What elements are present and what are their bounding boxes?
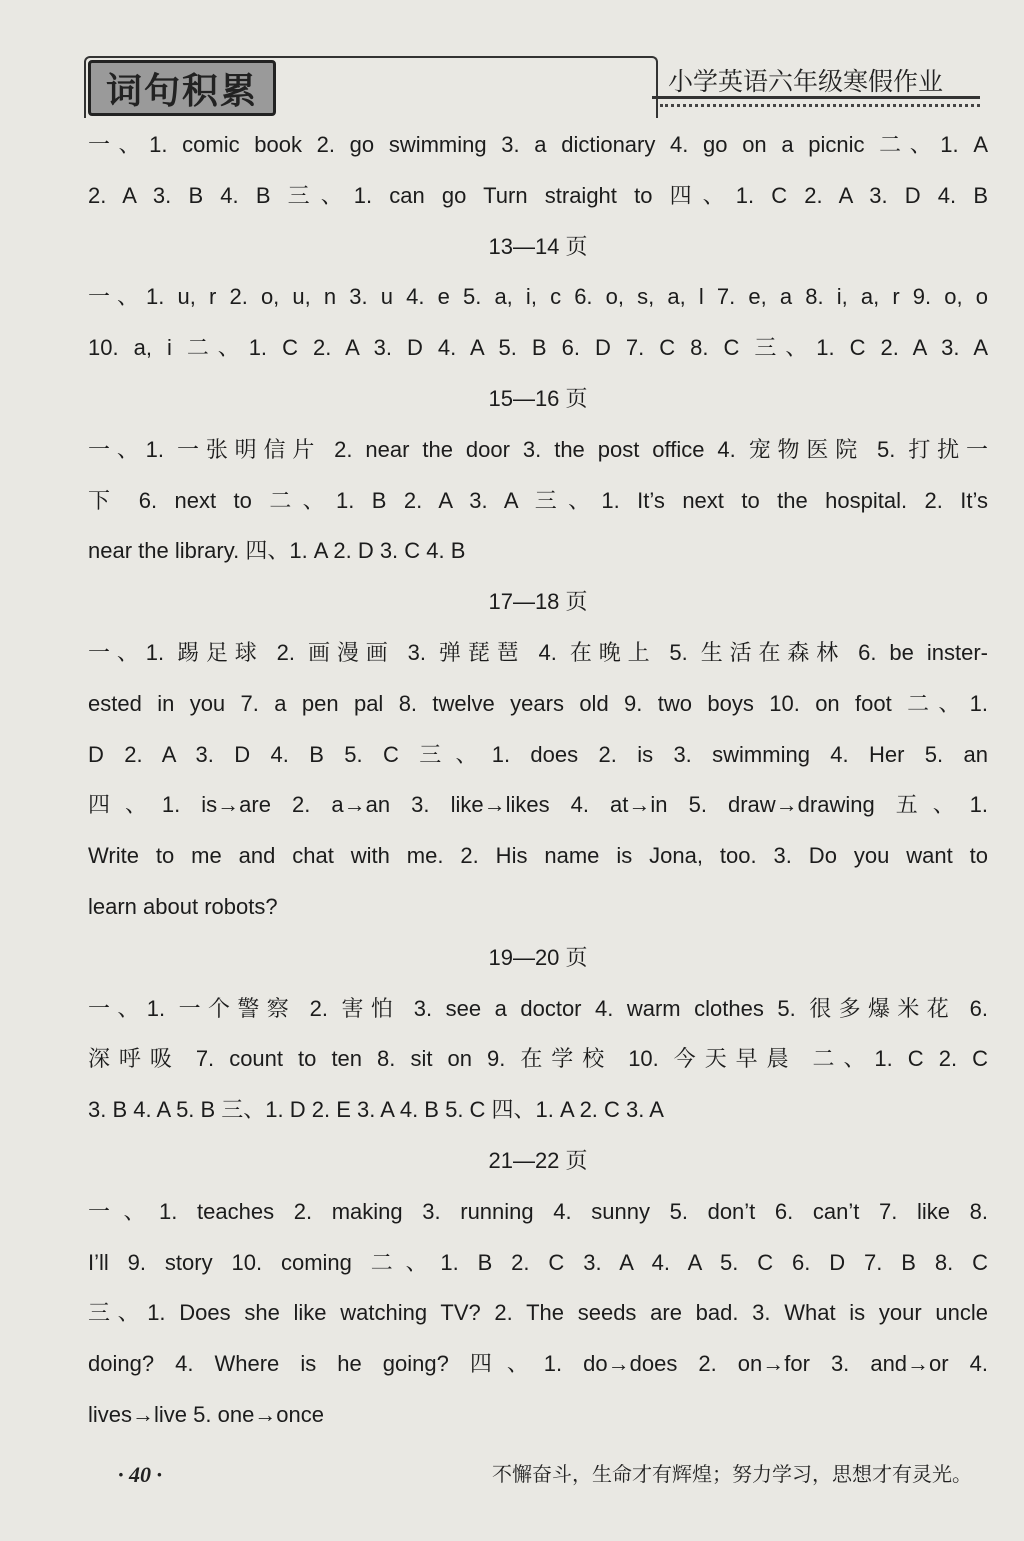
page-range-heading: 21—22 页	[488, 1147, 588, 1173]
answer-line: ested in you 7. a pen pal 8. twelve years old 9. two boys 10. on foot 二、1.	[88, 690, 988, 716]
answer-line: 深呼吸 7. count to ten 8. sit on 9. 在学校 10. 今天早晨 二、1. C 2. C	[88, 1046, 988, 1072]
section-logo	[88, 60, 276, 116]
answer-line: Write to me and chat with me. 2. His name is Jona, too. 3. Do you want to	[88, 843, 988, 869]
header-dotted-rule	[660, 104, 980, 107]
answer-line: I’ll 9. story 10. coming 二、1. B 2. C 3. A 4. A 5. C 6. D 7. B 8. C	[88, 1249, 988, 1275]
answer-line: 10. a, i 二、1. C 2. A 3. D 4. A 5. B 6. D 7. C 8. C 三、1. C 2. A 3. A	[88, 335, 988, 361]
answer-line: doing? 4. Where is he going? 四、1. do→does 2. on→for 3. and→or 4.	[88, 1351, 988, 1377]
footer-motto: 不懈奋斗，生命才有辉煌；努力学习，思想才有灵光。	[492, 1462, 972, 1486]
answer-line: 下 6. next to 二、1. B 2. A 3. A 三、1. It’s next to the hospital. 2. It’s	[88, 487, 988, 513]
header-rule	[652, 96, 980, 99]
page-range-heading: 19—20 页	[488, 944, 588, 970]
answer-line: 一、1. comic book 2. go swimming 3. a dictionary 4. go on a picnic 二、1. A	[88, 132, 988, 157]
answer-line: 三、1. Does she like watching TV? 2. The seeds are bad. 3. What is your uncle	[88, 1300, 988, 1326]
answer-line: near the library. 四、1. A 2. D 3. C 4. B	[88, 538, 466, 564]
page-number: · 40 ·	[118, 1462, 162, 1487]
answer-line: lives→live 5. one→once	[88, 1401, 325, 1427]
page-range-heading: 15—16 页	[488, 385, 588, 411]
answer-line: 一、1. 一张明信片 2. near the door 3. the post office 4. 宠物医院 5. 打扰一	[88, 436, 988, 462]
page-range-heading: 13—14 页	[488, 233, 588, 259]
answer-text-block	[88, 120, 988, 1441]
page-range-heading: 17—18 页	[488, 589, 588, 615]
answer-line: 3. B 4. A 5. B 三、1. D 2. E 3. A 4. B 5. C 四、1. A 2. C 3. A	[88, 1097, 664, 1123]
page-header	[0, 0, 1024, 125]
answer-line: 一、1. u, r 2. o, u, n 3. u 4. e 5. a, i, c 6. o, s, a, l 7. e, a 8. i, a, r 9. o, o	[88, 284, 988, 310]
answer-line: learn about robots?	[88, 893, 278, 919]
answer-line: 2. A 3. B 4. B 三、1. can go Turn straight to 四、1. C 2. A 3. D 4. B	[88, 182, 988, 208]
book-title: 小学英语六年级寒假作业	[668, 67, 944, 96]
answer-line: 一、1. 踢足球 2. 画漫画 3. 弹琵琶 4. 在晚上 5. 生活在森林 6. be inster-	[88, 639, 988, 665]
answer-line: 四、1. is→are 2. a→an 3. like→likes 4. at→in 5. draw→drawing 五、1.	[88, 792, 988, 818]
answer-line: 一、1. 一个警察 2. 害怕 3. see a doctor 4. warm clothes 5. 很多爆米花 6.	[88, 995, 988, 1021]
answer-line: 一、1. teaches 2. making 3. running 4. sunny 5. don’t 6. can’t 7. like 8.	[88, 1198, 988, 1224]
answer-line: D 2. A 3. D 4. B 5. C 三、1. does 2. is 3. swimming 4. Her 5. an	[88, 741, 988, 767]
section-logo-text: 词句积累	[105, 70, 258, 112]
